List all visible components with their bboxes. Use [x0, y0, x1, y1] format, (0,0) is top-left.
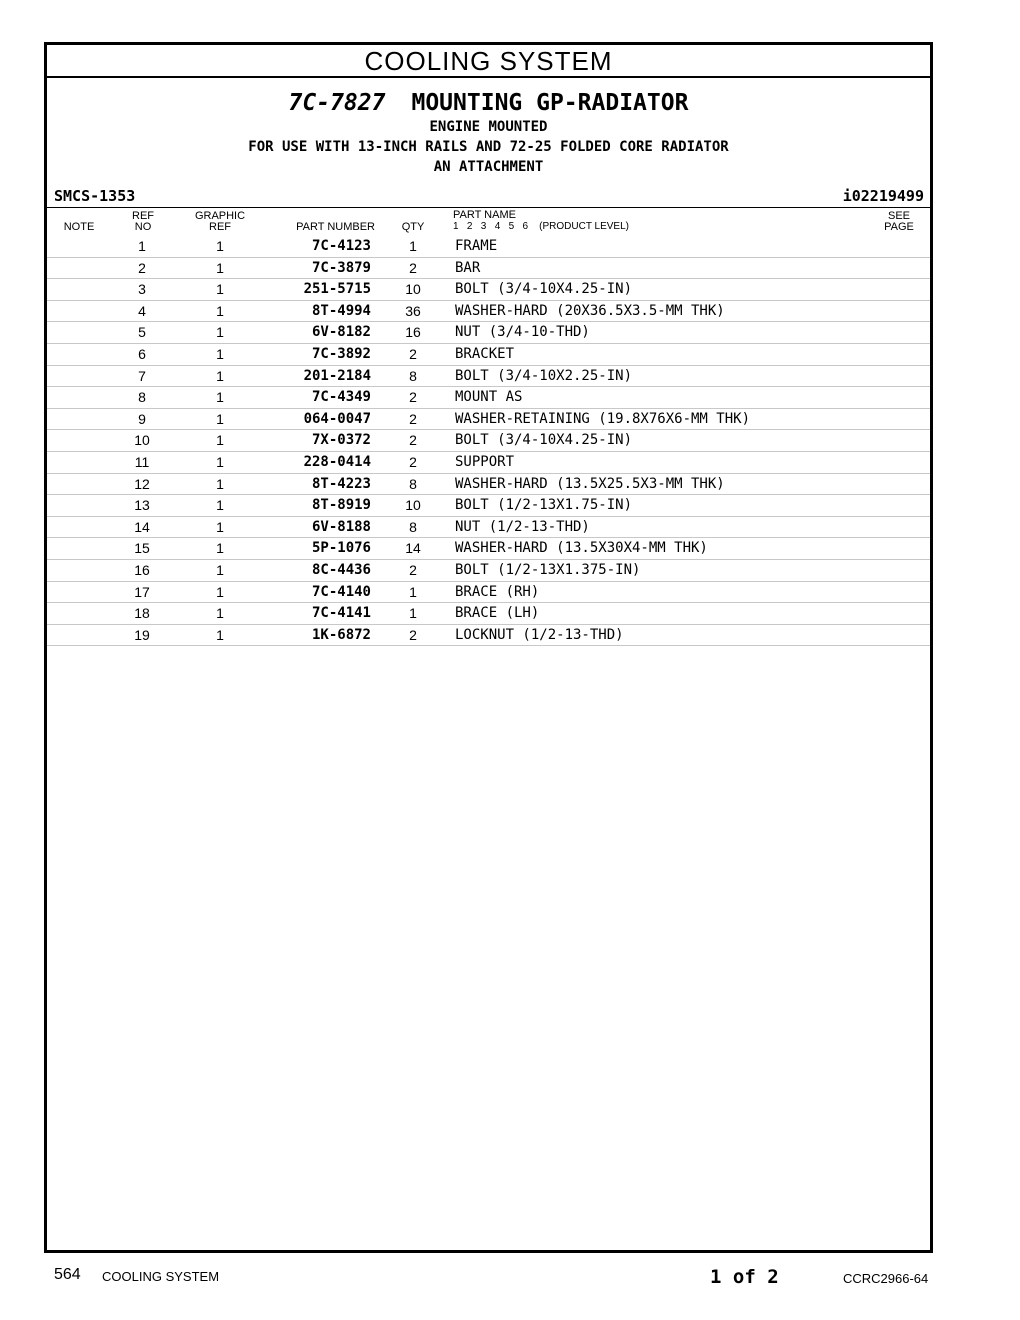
ref-no-cell: 15 [134, 540, 150, 557]
qty-cell: 1 [409, 238, 417, 254]
part-number-cell: 7C-4123 [311, 238, 371, 254]
graphic-ref-cell: 1 [216, 324, 224, 341]
part-name-cell: LOCKNUT (1/2-13-THD) [455, 626, 624, 643]
ref-no-cell: 3 [138, 281, 146, 298]
group-subtitle-2: FOR USE WITH 13-INCH RAILS AND 72-25 FOLDED CORE RADIATOR [248, 139, 729, 155]
qty-cell: 2 [409, 410, 417, 427]
col-qty: QTY [401, 221, 425, 233]
part-number-cell: 7X-0372 [311, 432, 371, 449]
part-number-cell: 6V-8188 [311, 518, 371, 535]
table-row [47, 322, 930, 344]
part-number-cell: 6V-8182 [311, 324, 371, 341]
group-name: MOUNTING GP-RADIATOR [411, 90, 689, 116]
qty-cell: 10 [405, 497, 421, 514]
part-number-cell: 7C-4349 [311, 389, 371, 406]
part-name-cell: WASHER-HARD (20X36.5X3.5-MM THK) [455, 302, 725, 319]
part-number-cell: 7C-4140 [311, 583, 371, 600]
table-row [47, 560, 930, 582]
graphic-ref-cell: 1 [216, 302, 224, 319]
graphic-ref-cell: 1 [216, 561, 224, 578]
table-row [47, 625, 930, 647]
qty-cell: 1 [409, 605, 417, 622]
table-row [47, 258, 930, 280]
header-divider [47, 207, 930, 208]
col-graphic-ref-top: GRAPHIC [194, 210, 246, 222]
qty-cell: 8 [409, 367, 417, 384]
col-ref-no-bottom: NO [134, 221, 152, 233]
col-product-levels: 1 2 3 4 5 6 (PRODUCT LEVEL) [453, 221, 629, 232]
footer-doc-code: CCRC2966-64 [843, 1271, 929, 1286]
illustration-id: i02219499 [842, 187, 924, 205]
graphic-ref-cell: 1 [216, 518, 224, 535]
part-number-cell: 8T-4994 [311, 302, 371, 319]
ref-no-cell: 19 [134, 626, 150, 643]
part-number-cell: 7C-3879 [311, 259, 371, 276]
group-title [47, 89, 930, 117]
table-row [47, 582, 930, 604]
table-row [47, 517, 930, 539]
part-name-cell: WASHER-RETAINING (19.8X76X6-MM THK) [455, 410, 751, 427]
part-number-cell: 8T-4223 [311, 475, 371, 492]
ref-no-cell: 11 [134, 453, 150, 470]
ref-no-cell: 9 [138, 410, 146, 427]
part-name-cell: BOLT (3/4-10X4.25-IN) [455, 432, 633, 449]
qty-cell: 2 [409, 626, 417, 643]
graphic-ref-cell: 1 [216, 367, 224, 384]
part-name-cell: NUT (1/2-13-THD) [455, 518, 590, 535]
section-title: COOLING SYSTEM [47, 45, 930, 78]
part-name-cell: BOLT (3/4-10X4.25-IN) [455, 281, 633, 298]
qty-cell: 2 [409, 389, 417, 406]
parts-table [47, 236, 930, 646]
part-name-cell: BRACE (RH) [455, 583, 540, 600]
group-subtitle-1: ENGINE MOUNTED [429, 119, 548, 135]
table-row [47, 409, 930, 431]
graphic-ref-cell: 1 [216, 453, 224, 470]
graphic-ref-cell: 1 [216, 238, 224, 254]
group-part-number: 7C-7827 [288, 90, 386, 116]
group-heading [47, 89, 930, 177]
part-name-cell: MOUNT AS [455, 389, 523, 406]
ref-no-cell: 10 [134, 432, 150, 449]
graphic-ref-cell: 1 [216, 475, 224, 492]
table-row [47, 279, 930, 301]
part-name-cell: NUT (3/4-10-THD) [455, 324, 590, 341]
col-see-page-top: SEE [887, 210, 910, 222]
graphic-ref-cell: 1 [216, 583, 224, 600]
qty-cell: 2 [409, 561, 417, 578]
graphic-ref-cell: 1 [216, 259, 224, 276]
col-see-page-bottom: PAGE [884, 221, 914, 233]
ref-no-cell: 18 [134, 605, 150, 622]
ref-no-cell: 4 [138, 302, 146, 319]
table-row [47, 430, 930, 452]
part-name-cell: SUPPORT [455, 453, 515, 470]
footer-page-of: 1 of 2 [710, 1266, 779, 1288]
qty-cell: 1 [409, 583, 417, 600]
footer-page-number: 564 [54, 1266, 81, 1283]
qty-cell: 14 [405, 540, 421, 557]
part-number-cell: 8T-8919 [311, 497, 371, 514]
table-row [47, 344, 930, 366]
ref-no-cell: 16 [134, 561, 150, 578]
part-number-cell: 201-2184 [303, 367, 371, 384]
qty-cell: 2 [409, 453, 417, 470]
ref-no-cell: 5 [138, 324, 146, 341]
part-name-cell: FRAME [455, 238, 498, 254]
col-ref-no-top: REF [132, 210, 154, 222]
part-number-cell: 228-0414 [303, 453, 371, 470]
qty-cell: 36 [405, 302, 421, 319]
ref-no-cell: 2 [138, 259, 146, 276]
graphic-ref-cell: 1 [216, 410, 224, 427]
qty-cell: 8 [409, 475, 417, 492]
part-number-cell: 5P-1076 [311, 540, 371, 557]
graphic-ref-cell: 1 [216, 432, 224, 449]
ref-no-cell: 7 [138, 367, 146, 384]
table-row [47, 452, 930, 474]
part-name-cell: BAR [455, 259, 481, 276]
smcs-code: SMCS-1353 [54, 187, 136, 205]
ref-no-cell: 8 [138, 389, 146, 406]
col-note: NOTE [63, 221, 95, 233]
graphic-ref-cell: 1 [216, 497, 224, 514]
footer-section: COOLING SYSTEM [102, 1269, 220, 1284]
part-name-cell: BOLT (3/4-10X2.25-IN) [455, 367, 633, 384]
col-part-name: PART NAME [453, 209, 516, 221]
table-row [47, 603, 930, 625]
ref-no-cell: 6 [138, 345, 146, 362]
table-row [47, 538, 930, 560]
qty-cell: 10 [405, 281, 421, 298]
graphic-ref-cell: 1 [216, 540, 224, 557]
table-row [47, 366, 930, 388]
table-row [47, 474, 930, 496]
ref-no-cell: 17 [134, 583, 150, 600]
part-name-cell: WASHER-HARD (13.5X25.5X3-MM THK) [455, 475, 725, 492]
part-name-cell: BOLT (1/2-13X1.375-IN) [455, 561, 641, 578]
table-row [47, 301, 930, 323]
part-number-cell: 1K-6872 [311, 626, 371, 643]
col-graphic-ref-bottom: REF [209, 221, 231, 233]
qty-cell: 2 [409, 345, 417, 362]
ref-no-cell: 12 [134, 475, 150, 492]
graphic-ref-cell: 1 [216, 345, 224, 362]
table-row [47, 387, 930, 409]
col-part-number: PART NUMBER [296, 221, 375, 233]
qty-cell: 16 [405, 324, 421, 341]
graphic-ref-cell: 1 [216, 389, 224, 406]
part-name-cell: BRACKET [455, 345, 515, 362]
table-row [47, 236, 930, 258]
part-number-cell: 251-5715 [303, 281, 371, 298]
qty-cell: 8 [409, 518, 417, 535]
qty-cell: 2 [409, 432, 417, 449]
group-subtitle-3: AN ATTACHMENT [433, 159, 544, 175]
part-name-cell: WASHER-HARD (13.5X30X4-MM THK) [455, 540, 708, 557]
graphic-ref-cell: 1 [216, 626, 224, 643]
graphic-ref-cell: 1 [216, 281, 224, 298]
part-name-cell: BOLT (1/2-13X1.75-IN) [455, 497, 633, 514]
part-number-cell: 7C-3892 [311, 345, 371, 362]
part-number-cell: 064-0047 [303, 410, 371, 427]
part-name-cell: BRACE (LH) [455, 605, 540, 622]
ref-no-cell: 1 [138, 238, 146, 254]
qty-cell: 2 [409, 259, 417, 276]
part-number-cell: 8C-4436 [311, 561, 371, 578]
graphic-ref-cell: 1 [216, 605, 224, 622]
table-row [47, 495, 930, 517]
ref-no-cell: 14 [134, 518, 150, 535]
ref-no-cell: 13 [134, 497, 150, 514]
page-frame [44, 42, 933, 1253]
part-number-cell: 7C-4141 [311, 605, 371, 622]
